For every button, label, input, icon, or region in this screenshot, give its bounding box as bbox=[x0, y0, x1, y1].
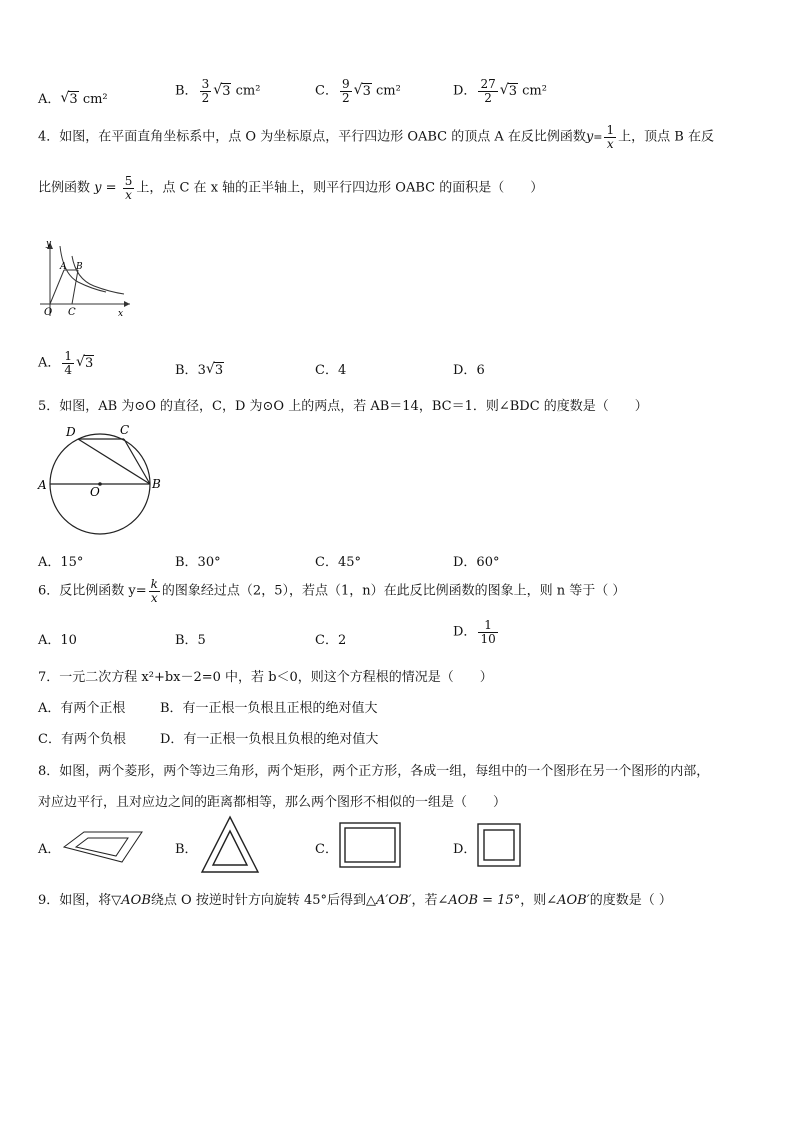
q8-question-line1: 8．如图，两个菱形，两个等边三角形，两个矩形，两个正方形，各成一组，每组中的一个图形在另一个图形的内部， bbox=[38, 764, 710, 779]
q7-option-b: B．有一正根一负根且正根的绝对值大 bbox=[160, 701, 378, 716]
q7-option-c: C．有两个负根 bbox=[38, 732, 126, 747]
fig-label-O: O bbox=[90, 485, 100, 499]
q4-figure bbox=[36, 234, 136, 320]
q5-question: 5．如图，AB 为⊙O 的直径，C，D 为⊙O 上的两点，若 AB＝14，BC＝1．则∠BDC 的度数是（ ） bbox=[38, 399, 648, 414]
q6-option-d: D． $\frac{1}{10}$ bbox=[453, 618, 496, 646]
fig-label-C: C bbox=[120, 423, 130, 437]
q7-option-d: D．有一正根一负根且负根的绝对值大 bbox=[160, 732, 379, 747]
q4-option-b: B．3√ 3 bbox=[175, 359, 224, 378]
fig-label-y: y bbox=[46, 239, 52, 249]
q4-question-line2: 比例函数 y = $\frac{5}{x}$ 上，点 C 在 x 轴的正半轴上，则平行四边形 OABC 的面积是（ ） bbox=[38, 174, 544, 202]
q6-option-a: A．10 bbox=[38, 633, 77, 648]
q3-option-c: C． $\frac{9}{2}$ √ 3 cm² bbox=[315, 78, 401, 104]
q4-option-c: C．4 bbox=[315, 363, 347, 378]
fig-label-B: B bbox=[152, 477, 161, 491]
fig-label-D: D bbox=[66, 425, 76, 439]
q6-question: 6．反比例函数 y= $\frac{k}{x}$ 的图象经过点（2，5），若点（1，n）在此反比例函数的图象上，则 n 等于（ ） bbox=[38, 577, 626, 605]
q8-option-a-label: A． bbox=[38, 842, 61, 857]
q5-option-c: C．45° bbox=[315, 555, 361, 570]
q8-triangle-figure bbox=[199, 814, 261, 876]
q6-option-b: B．5 bbox=[175, 633, 206, 648]
option-label: A． bbox=[38, 92, 61, 107]
q8-rectangle-figure bbox=[338, 821, 402, 869]
fig-label-A: A bbox=[38, 478, 47, 492]
q7-option-a: A．有两个正根 bbox=[38, 701, 126, 716]
q4-option-a: A． $\frac{1}{4}$ √ 3 bbox=[38, 350, 94, 376]
q7-question: 7．一元二次方程 x²+bx－2=0 中，若 b＜0，则这个方程根的情况是（ ） bbox=[38, 670, 493, 685]
q8-rhombus-figure bbox=[62, 827, 144, 867]
q9-question: 9．如图，将▽AOB绕点 O 按逆时针方向旋转 45°后得到△A′OB′，若∠AOB = 15°，则∠AOB′的度数是（ ） bbox=[38, 893, 672, 908]
q8-square-figure bbox=[476, 822, 522, 868]
q8-option-c-label: C． bbox=[315, 842, 338, 857]
q8-option-b-label: B． bbox=[175, 842, 198, 857]
fraction: $\frac{3}{2}$ bbox=[201, 77, 210, 105]
q4-option-d: D．6 bbox=[453, 363, 485, 378]
q4-question-line1: 4．如图，在平面直角坐标系中，点 O 为坐标原点，平行四边形 OABC 的顶点 A 在反比例函数y= $\frac{1}{x}$ 上，顶点 B 在反 bbox=[38, 123, 714, 151]
fig-label-B: B bbox=[76, 262, 83, 272]
q8-option-d-label: D． bbox=[453, 842, 477, 857]
sqrt: √ 3 bbox=[60, 92, 78, 107]
q5-option-a: A．15° bbox=[38, 555, 84, 570]
fig-label-x: x bbox=[118, 309, 124, 319]
fig-label-O: O bbox=[44, 307, 53, 318]
q3-option-d: D． $\frac{27}{2}$ √ 3 cm² bbox=[453, 78, 547, 104]
q3-option-b: B． $\frac{3}{2}$ √ 3 cm² bbox=[175, 78, 260, 104]
fig-label-A: A bbox=[60, 262, 67, 272]
q5-figure bbox=[34, 420, 166, 542]
q8-question-line2: 对应边平行，且对应边之间的距离都相等，那么两个图形不相似的一组是（ ） bbox=[38, 795, 507, 810]
q5-option-d: D．60° bbox=[453, 555, 500, 570]
q6-option-c: C．2 bbox=[315, 633, 347, 648]
fig-label-C: C bbox=[68, 307, 76, 318]
q5-option-b: B．30° bbox=[175, 555, 221, 570]
q3-option-a: A．√ 3 cm² bbox=[38, 88, 108, 107]
